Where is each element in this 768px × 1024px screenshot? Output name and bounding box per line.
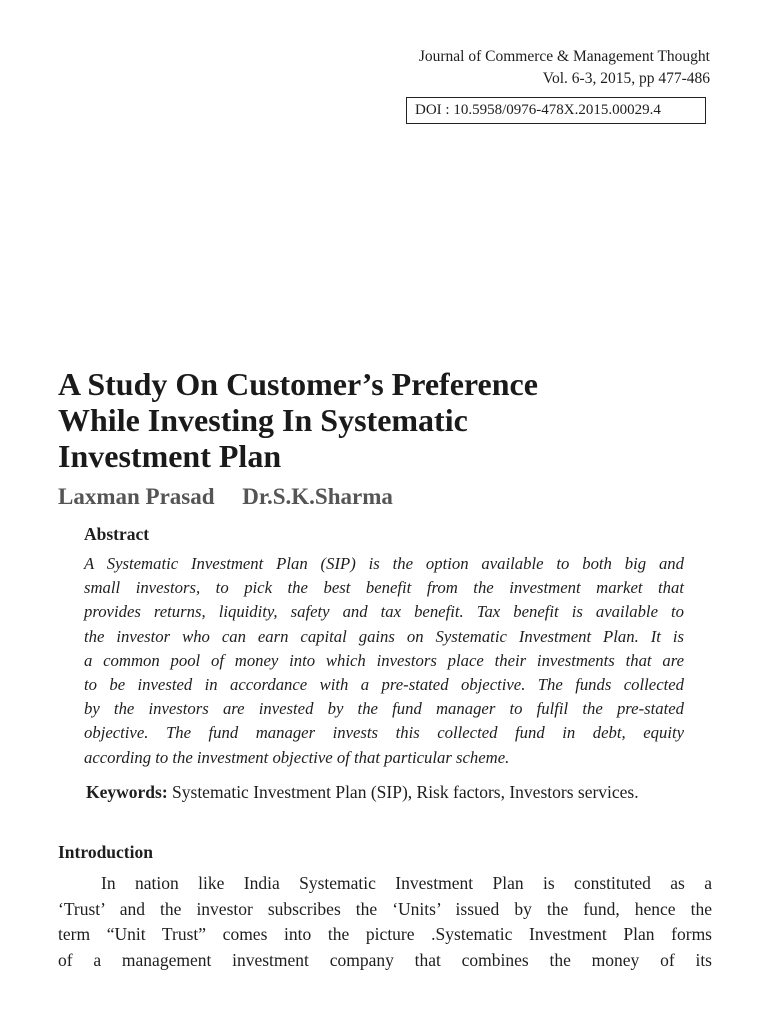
author-name: Dr.S.K.Sharma xyxy=(242,484,393,509)
author-list xyxy=(58,484,393,510)
author-name: Laxman Prasad xyxy=(58,484,215,509)
keywords-label: Keywords: xyxy=(86,782,168,802)
abstract-line: objective. The fund manager invests this collected fund in debt, equity xyxy=(84,723,684,743)
abstract-line: A Systematic Investment Plan (SIP) is the option available to both big and xyxy=(84,554,684,573)
intro-line: of a management investment company that combines the money of its xyxy=(58,949,712,970)
abstract-line: to be invested in accordance with a pre-stated objective. The funds collected xyxy=(84,675,684,695)
volume-info: Vol. 6-3, 2015, pp 477-486 xyxy=(542,70,710,87)
title-line: While Investing In Systematic xyxy=(58,402,468,438)
keywords-text: Systematic Investment Plan (SIP), Risk factors, Investors services. xyxy=(172,782,639,802)
abstract-line: according to the investment objective of that particular scheme. xyxy=(84,747,510,767)
introduction-text xyxy=(58,871,712,973)
keywords xyxy=(86,779,712,805)
intro-line: term “Unit Trust” comes into the picture .Systematic Investment Plan forms xyxy=(58,924,712,944)
title-line: Investment Plan xyxy=(58,438,282,474)
doi-box: DOI : 10.5958/0976-478X.2015.00029.4 xyxy=(406,97,706,124)
intro-line: ‘Trust’ and the investor subscribes the ‘Units’ issued by the fund, hence the xyxy=(58,898,712,919)
paper-title xyxy=(58,366,718,474)
abstract-line: by the investors are invested by the fund manager to fulfil the pre-stated xyxy=(84,699,684,719)
abstract-line: small investors, to pick the best benefit from the investment market that xyxy=(84,578,684,598)
abstract-text xyxy=(84,552,684,770)
abstract-line: provides returns, liquidity, safety and tax benefit. Tax benefit is available to xyxy=(84,602,684,622)
title-line: A Study On Customer’s Preference xyxy=(58,366,538,402)
abstract-heading: Abstract xyxy=(84,524,150,544)
introduction-heading: Introduction xyxy=(58,842,153,862)
journal-header xyxy=(419,46,710,90)
intro-line: In nation like India Systematic Investment Plan is constituted as a xyxy=(101,873,712,893)
journal-name: Journal of Commerce & Management Thought xyxy=(418,48,710,65)
abstract-line: a common pool of money into which investors place their investments that are xyxy=(84,650,684,670)
abstract-line: the investor who can earn capital gains on Systematic Investment Plan. It is xyxy=(84,626,684,646)
